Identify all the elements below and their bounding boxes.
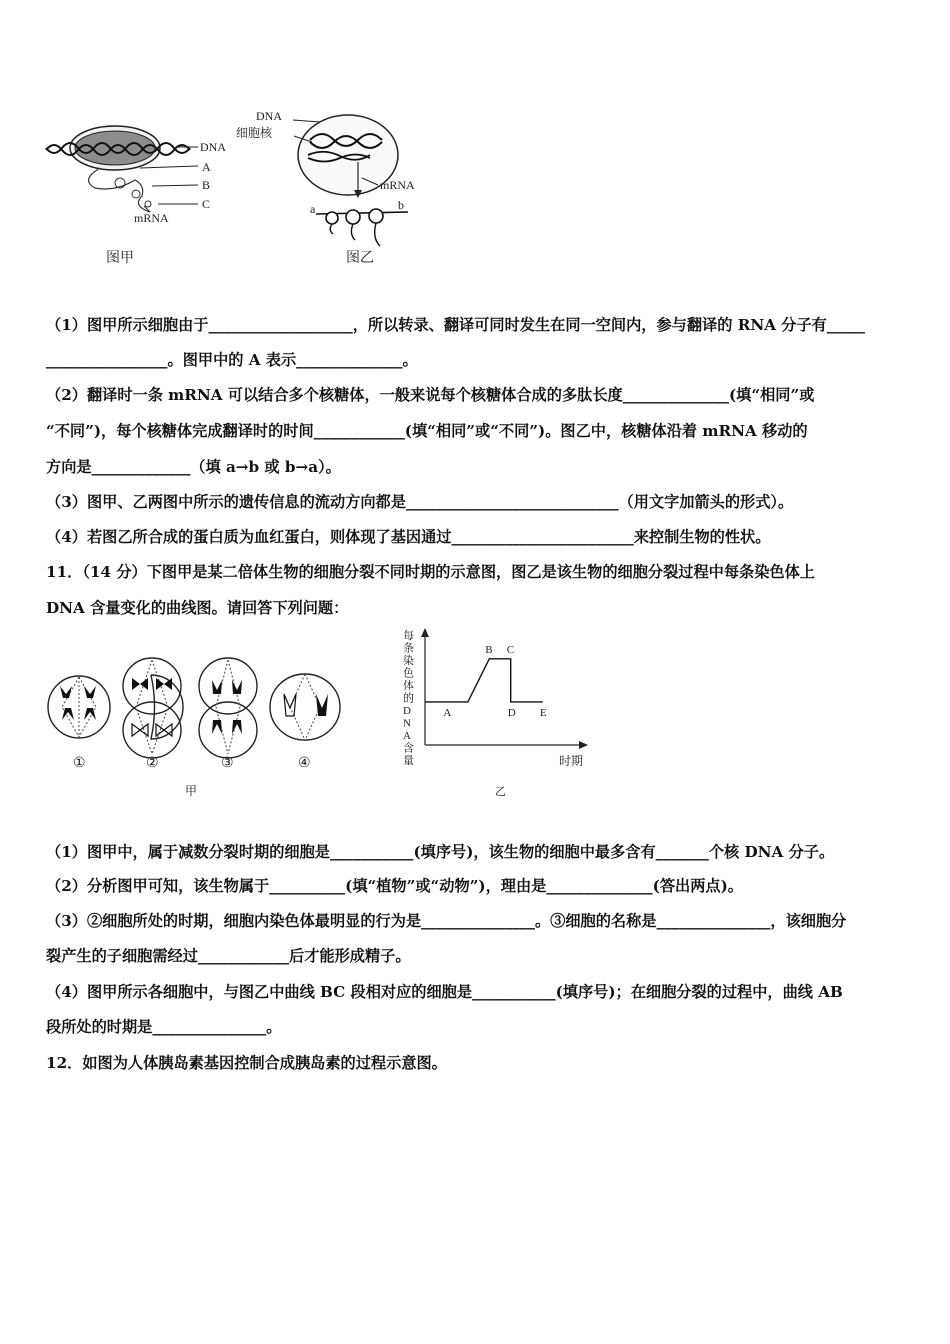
point-label-e: E	[539, 706, 547, 719]
q11-line-2: DNA 含量变化的曲线图。请回答下列问题：	[46, 599, 349, 617]
point-label-d: D	[507, 706, 516, 719]
q10-line-5: 方向是_____________（填 a→b 或 b→a）。	[46, 458, 341, 476]
cell-1	[48, 676, 110, 738]
yi-label-b: b	[398, 198, 404, 212]
q12-line-1: 12．如图为人体胰岛素基因控制合成胰岛素的过程示意图。	[46, 1054, 447, 1072]
cell-number-3: ③	[221, 756, 234, 771]
yi-label-nucleus: 细胞核	[236, 126, 273, 140]
cell-2	[123, 658, 183, 758]
jia-label-c: C	[202, 197, 211, 211]
cell-number-2: ②	[146, 756, 159, 771]
y-axis-arrow	[421, 628, 429, 637]
q11-line-6: 裂产生的子细胞需经过____________后才能形成精子。	[46, 947, 411, 965]
q10-line-6: （3）图甲、乙两图中所示的遗传信息的流动方向都是____________________________（用文字加箭头的形式）。	[46, 493, 794, 511]
q10-line-4: “不同”)，每个核糖体完成翻译时的时间____________(填“相同”或“不同”)。图乙中，核糖体沿着 mRNA 移动的	[46, 422, 808, 440]
q11-line-8: 段所处的时期是_______________。	[46, 1018, 282, 1036]
q11-line-4: （2）分析图甲可知，该生物属于__________(填“植物”或“动物”)，理由是______________(答出两点)。	[46, 877, 743, 895]
jia-label-mrna: mRNA	[134, 211, 169, 225]
x-axis-arrow	[579, 741, 588, 749]
yi-label-dna: DNA	[256, 109, 282, 123]
chart-ylabel: 每条染色体的 D N A 含量	[403, 630, 414, 767]
jia-label-a: A	[202, 160, 211, 174]
yi-label-mrna: mRNA	[380, 178, 415, 192]
chart-series-line	[425, 659, 543, 702]
cell-figure-caption: 甲	[185, 784, 198, 798]
cell-3	[199, 658, 257, 758]
chart-caption: 乙	[495, 786, 506, 798]
jia-label-b: B	[202, 178, 211, 192]
yi-label-a: a	[310, 202, 316, 216]
cell-4	[270, 674, 340, 740]
q11-line-5: （3）②细胞所处的时期，细胞内染色体最明显的行为是_______________。③细胞的名称是_______________，该细胞分	[46, 912, 847, 930]
cell-number-1: ①	[73, 756, 86, 771]
yi-caption: 图乙	[346, 251, 374, 266]
jia-caption: 图甲	[106, 251, 134, 266]
jia-diagram	[46, 126, 198, 212]
q10-line-2: ________________。图甲中的 A 表示______________。	[46, 351, 418, 369]
dna-content-chart	[395, 625, 605, 800]
q11-line-1: 11．（14 分）下图甲是某二倍体生物的细胞分裂不同时期的示意图，图乙是该生物的细胞分裂过程中每条染色体上	[46, 563, 815, 581]
q11-line-7: （4）图甲所示各细胞中，与图乙中曲线 BC 段相对应的细胞是___________(填序号)；在细胞分裂的过程中，曲线 AB	[46, 983, 843, 1001]
cell-number-4: ④	[298, 756, 311, 771]
point-label-a: A	[443, 706, 452, 719]
jia-label-dna: DNA	[200, 140, 226, 154]
point-label-c: C	[506, 643, 515, 656]
figure-jia-yi	[40, 100, 440, 275]
cell-division-figure	[40, 650, 360, 800]
q10-line-1: （1）图甲所示细胞由于___________________，所以转录、翻译可同时发生在同一空间内，参与翻译的 RNA 分子有_____	[46, 316, 865, 334]
point-label-b: B	[485, 643, 493, 656]
q10-line-3: （2）翻译时一条 mRNA 可以结合多个核糖体，一般来说每个核糖体合成的多肽长度______________(填“相同”或	[46, 386, 815, 404]
q10-line-7: （4）若图乙所合成的蛋白质为血红蛋白，则体现了基因通过________________________来控制生物的性状。	[46, 528, 771, 546]
q11-line-3: （1）图甲中，属于减数分裂时期的细胞是___________(填序号)，该生物的细胞中最多含有_______个核 DNA 分子。	[46, 843, 835, 861]
chart-xlabel: 时期	[559, 754, 584, 768]
